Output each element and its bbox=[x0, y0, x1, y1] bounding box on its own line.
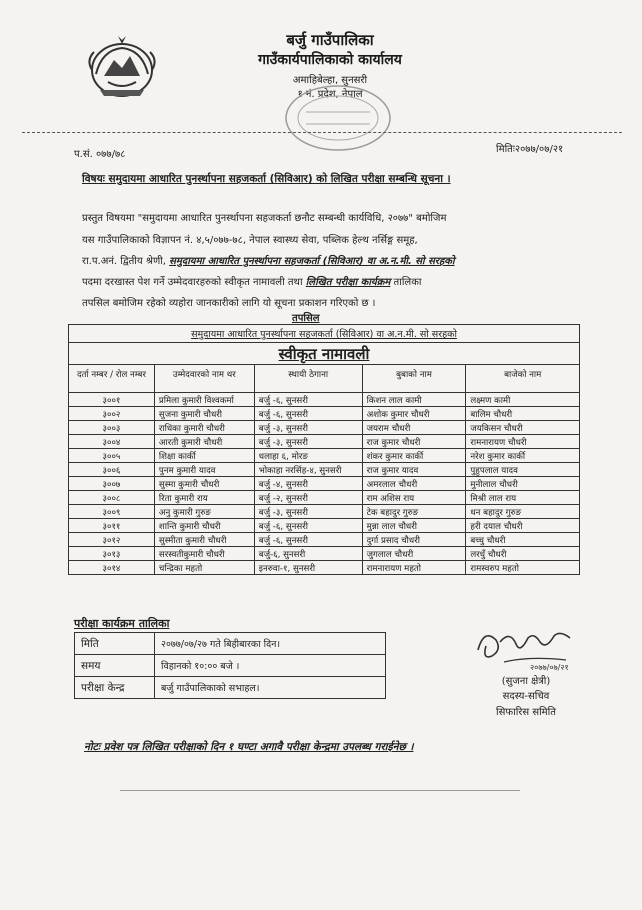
schedule-value: २०७७/०७/२७ गते बिहीबारका दिन। bbox=[155, 633, 386, 655]
table-row bbox=[69, 421, 580, 435]
father-name-cell: अशोक कुमार चौधरी bbox=[362, 407, 466, 421]
address-cell: धलाहा ६, मोरङ bbox=[254, 449, 362, 463]
father-name-cell: राम अशिस राय bbox=[362, 491, 466, 505]
schedule-label: समय bbox=[75, 655, 155, 677]
table-row bbox=[69, 463, 580, 477]
office-address: अमाहिबेल्हा, सुनसरी bbox=[292, 75, 368, 86]
footer-divider bbox=[120, 790, 520, 791]
father-name-cell: मुन्ना लाल चौधरी bbox=[362, 519, 466, 533]
father-name-cell: जुगलाल चौधरी bbox=[362, 547, 466, 561]
candidate-name-cell: शिक्षा कार्की bbox=[154, 449, 254, 463]
roll-number-cell: ३०१४ bbox=[69, 561, 155, 575]
table-row bbox=[69, 449, 580, 463]
annex-heading: तपसिल bbox=[292, 313, 320, 324]
father-name-cell: शंकर कुमार कार्की bbox=[362, 449, 466, 463]
municipality-name: बर्जु गाउँपालिका bbox=[286, 31, 374, 49]
office-stamp-icon bbox=[282, 82, 394, 154]
candidate-name-cell: प्रमिला कुमारी विश्वकर्मा bbox=[154, 393, 254, 407]
table-row bbox=[69, 505, 580, 519]
address-cell: बर्जु -२, सुनसरी bbox=[254, 491, 362, 505]
header-grandfather-name: बाजेको नाम bbox=[466, 365, 580, 393]
body-line-3 bbox=[82, 253, 602, 267]
signature-icon bbox=[470, 620, 580, 680]
exam-schedule-table bbox=[74, 632, 386, 699]
grandfather-name-cell: रामनारायण चौधरी bbox=[466, 435, 580, 449]
table-row bbox=[69, 477, 580, 491]
grandfather-name-cell: मुनीलाल चौधरी bbox=[466, 477, 580, 491]
candidate-name-cell: चन्द्रिका महतो bbox=[154, 561, 254, 575]
candidate-name-cell: रिता कुमारी राय bbox=[154, 491, 254, 505]
table-row bbox=[69, 435, 580, 449]
province-name: १ नं. प्रदेश, नेपाल bbox=[297, 89, 363, 100]
candidate-name-cell: पुनम कुमारी यादव bbox=[154, 463, 254, 477]
approved-list-table bbox=[68, 324, 580, 575]
address-cell: इनरुवा-१, सुनसरी bbox=[254, 561, 362, 575]
father-name-cell: टेक बहादुर गुरुङ bbox=[362, 505, 466, 519]
signatory-role: सदस्य-सचिव bbox=[502, 691, 550, 702]
exam-program-highlight: लिखित परीक्षा कार्यक्रम bbox=[305, 277, 391, 288]
father-name-cell: अमरलाल चौधरी bbox=[362, 477, 466, 491]
roll-number-cell: ३००१ bbox=[69, 393, 155, 407]
signatory-name: (सुजना क्षेत्री) bbox=[501, 676, 551, 687]
roll-number-cell: ३००२ bbox=[69, 407, 155, 421]
signatory-committee: सिफारिस समिति bbox=[496, 707, 556, 718]
grandfather-name-cell: बालिम चौधरी bbox=[466, 407, 580, 421]
body-line-5: तपसिल बमोजिम रहेको व्यहोरा जानकारीको लागि यो सूचना प्रकाशन गरिएको छ । bbox=[82, 298, 376, 309]
schedule-label: परीक्षा केन्द्र bbox=[75, 677, 155, 699]
header-father-name: बुबाको नाम bbox=[362, 365, 466, 393]
address-cell: बर्जु -६, सुनसरी bbox=[254, 533, 362, 547]
address-cell: भोकाहा नरसिंह-४, सुनसरी bbox=[254, 463, 362, 477]
roll-number-cell: ३०१३ bbox=[69, 547, 155, 561]
address-cell: बर्जु -३, सुनसरी bbox=[254, 421, 362, 435]
header-divider bbox=[22, 132, 622, 133]
roll-number-cell: ३००६ bbox=[69, 463, 155, 477]
address-cell: बर्जु -३, सुनसरी bbox=[254, 505, 362, 519]
grandfather-name-cell: लरधुँ चौधरी bbox=[466, 547, 580, 561]
table-title: समुदायमा आधारित पुनर्स्थापना सहजकर्ता (सिविआर) वा अ.न.मी. सो सरहको bbox=[69, 325, 580, 343]
roll-number-cell: ३००७ bbox=[69, 477, 155, 491]
roll-number-cell: ३००९ bbox=[69, 505, 155, 519]
grandfather-name-cell: बच्चु चौधरी bbox=[466, 533, 580, 547]
table-header-row bbox=[69, 365, 580, 393]
roll-number-cell: ३००५ bbox=[69, 449, 155, 463]
grandfather-name-cell: पुहुपलाल यादव bbox=[466, 463, 580, 477]
candidate-name-cell: सुस्मीता कुमारी चौधरी bbox=[154, 533, 254, 547]
roll-number-cell: ३००३ bbox=[69, 421, 155, 435]
address-cell: बर्जु -६, सुनसरी bbox=[254, 519, 362, 533]
father-name-cell: किशन लाल कामी bbox=[362, 393, 466, 407]
schedule-row bbox=[75, 677, 386, 699]
table-row bbox=[69, 533, 580, 547]
subject-line: विषयः समुदायमा आधारित पुनर्स्थापना सहजकर्ता (सिविआर) को लिखित परीक्षा सम्बन्धि सूचना । bbox=[82, 173, 451, 185]
candidate-name-cell: अनु कुमारी गुरुङ bbox=[154, 505, 254, 519]
body-line-2: यस गाउँपालिकाको विज्ञापन नं. ४,५/०७७-७८, नेपाल स्वास्थ्य सेवा, पब्लिक हेल्थ नर्सिङ्ग समूह, bbox=[82, 235, 418, 246]
schedule-row bbox=[75, 633, 386, 655]
header-roll-number: दर्ता नम्बर / रोल नम्बर bbox=[69, 365, 155, 393]
candidate-name-cell: सुजना कुमारी चौधरी bbox=[154, 407, 254, 421]
table-row bbox=[69, 561, 580, 575]
father-name-cell: जयराम चौधरी bbox=[362, 421, 466, 435]
address-cell: बर्जु -४, सुनसरी bbox=[254, 477, 362, 491]
roll-number-cell: ३०११ bbox=[69, 519, 155, 533]
table-row bbox=[69, 393, 580, 407]
grandfather-name-cell: रामस्वरुप महतो bbox=[466, 561, 580, 575]
father-name-cell: रामनारायण महतो bbox=[362, 561, 466, 575]
roll-number-cell: ३०१२ bbox=[69, 533, 155, 547]
schedule-heading: परीक्षा कार्यक्रम तालिका bbox=[74, 617, 170, 630]
signature-date: २०७७/०७/२१ bbox=[530, 663, 569, 672]
table-row bbox=[69, 407, 580, 421]
body-line-3a: रा.प.अनं. द्वितीय श्रेणी, bbox=[82, 256, 170, 267]
body-line-4a: पदमा दरखास्त पेश गर्ने उम्मेदवारहरुको स्वीकृत नामावली तथा bbox=[82, 277, 306, 288]
father-name-cell: दुर्गा प्रसाद चौधरी bbox=[362, 533, 466, 547]
body-line-4c: तालिका bbox=[390, 277, 422, 288]
admit-card-note: नोटः प्रवेश पत्र लिखित परीक्षाको दिन १ घण्टा अगावै परीक्षा केन्द्रमा उपलब्ध गराईनेछ । bbox=[84, 741, 414, 753]
grandfather-name-cell: धन बहादुर गुरुङ bbox=[466, 505, 580, 519]
candidate-name-cell: राधिका कुमारी चौधरी bbox=[154, 421, 254, 435]
schedule-value: विहानको १०:०० बजे । bbox=[155, 655, 386, 677]
address-cell: बर्जु-६, सुनसरी bbox=[254, 547, 362, 561]
grandfather-name-cell: जयकिसन चौधरी bbox=[466, 421, 580, 435]
candidate-name-cell: आरती कुमारी चौधरी bbox=[154, 435, 254, 449]
schedule-value: बर्जु गाउँपालिकाको सभाहल। bbox=[155, 677, 386, 699]
address-cell: बर्जु -६, सुनसरी bbox=[254, 407, 362, 421]
candidate-name-cell: शान्ति कुमारी चौधरी bbox=[154, 519, 254, 533]
body-line-1: प्रस्तुत विषयमा "समुदायमा आधारित पुनर्स्थापना सहजकर्ता छनौट सम्बन्धी कार्यविधि, २०७७" बमोजिम bbox=[82, 213, 447, 224]
header-candidate-name: उम्मेदवारको नाम थर bbox=[154, 365, 254, 393]
father-name-cell: राज कुमार यादव bbox=[362, 463, 466, 477]
grandfather-name-cell: मिश्री लाल राय bbox=[466, 491, 580, 505]
roll-number-cell: ३००८ bbox=[69, 491, 155, 505]
address-cell: बर्जु -३, सुनसरी bbox=[254, 435, 362, 449]
table-row bbox=[69, 519, 580, 533]
schedule-row bbox=[75, 655, 386, 677]
table-row bbox=[69, 491, 580, 505]
table-subtitle: स्वीकृत नामावली bbox=[69, 343, 580, 365]
post-title-highlight: समुदायमा आधारित पुनर्स्थापना सहजकर्ता (सिविआर) वा अ.न.मी. सो सरहको bbox=[169, 256, 455, 267]
body-line-4 bbox=[82, 274, 602, 288]
grandfather-name-cell: हरी दयाल चौधरी bbox=[466, 519, 580, 533]
issue-date: मितिः२०७७/०७/२१ bbox=[496, 144, 564, 155]
reference-number: प.सं. ०७७/७८ bbox=[74, 149, 126, 160]
address-cell: बर्जु -६, सुनसरी bbox=[254, 393, 362, 407]
grandfather-name-cell: लक्ष्मण कामी bbox=[466, 393, 580, 407]
schedule-label: मिति bbox=[75, 633, 155, 655]
table-row bbox=[69, 547, 580, 561]
nepal-emblem-icon bbox=[82, 30, 162, 102]
candidate-name-cell: सरस्वतीकुमारी चौधरी bbox=[154, 547, 254, 561]
father-name-cell: राज कुमार चौधरी bbox=[362, 435, 466, 449]
roll-number-cell: ३००४ bbox=[69, 435, 155, 449]
table-body bbox=[69, 393, 580, 575]
candidate-name-cell: सुस्मा कुमारी चौधरी bbox=[154, 477, 254, 491]
office-name: गाउँकार्यपालिकाको कार्यालय bbox=[258, 52, 402, 68]
header-address: स्थायी ठेगाना bbox=[254, 365, 362, 393]
grandfather-name-cell: नरेश कुमार कार्की bbox=[466, 449, 580, 463]
